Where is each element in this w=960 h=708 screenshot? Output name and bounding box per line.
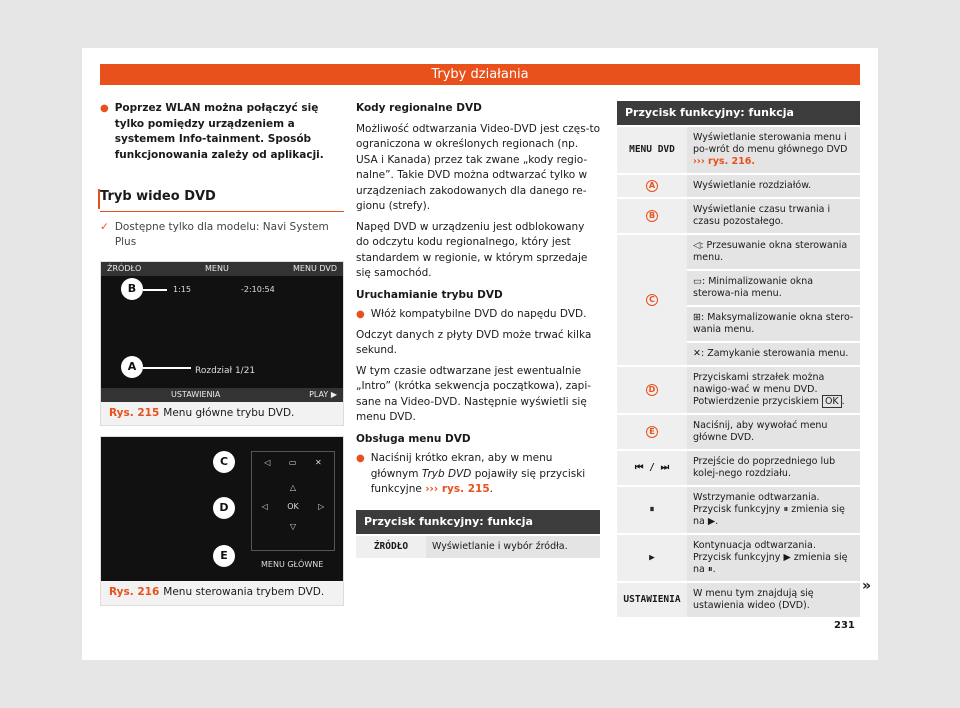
maximize-icon: ⊞ [693, 312, 701, 323]
settings-button[interactable]: USTAWIENIA [171, 389, 221, 399]
table-row: E Naciśnij, aby wywołać menu główne DVD. [617, 414, 860, 450]
callout-a: A [121, 356, 143, 378]
window-controls [252, 452, 334, 474]
list-item: ● Naciśnij krótko ekran, aby w menu głównym Tryb DVD pojawiły się przyciski funkcyjne ››› rys. 215. [356, 451, 600, 498]
source-button[interactable]: ŹRÓDŁO [107, 263, 142, 273]
figure-caption: Rys. 216 Menu sterowania trybem DVD. [109, 586, 325, 598]
page-header: Tryby działania [100, 64, 860, 85]
callout-badge: A [646, 180, 658, 192]
figure-216 [100, 436, 344, 606]
callout-e: E [213, 545, 235, 567]
column-middle [356, 101, 600, 560]
intro-bullet: ● Poprzez WLAN można połączyć się tylko pomiędzy urządzeniem a systemem Info-tainment. Sposób funkcjonowania zależy od aplikacji. [100, 101, 344, 163]
page-number: 231 [834, 620, 855, 631]
bottom-bar [101, 388, 343, 402]
right-icon[interactable]: ▷ [318, 502, 325, 511]
left-icon[interactable]: ◁ [261, 502, 268, 511]
check-icon: ✓ [100, 220, 109, 233]
column-right [617, 101, 860, 619]
paragraph: Odczyt danych z płyty DVD może trwać kilka sekund. [356, 328, 592, 356]
availability-note: ✓ Dostępne tylko dla modelu: Navi System Plus [100, 220, 344, 251]
move-icon[interactable]: ◁ [264, 458, 271, 467]
table-row: C ◁: Przesuwanie okna sterowania menu. [617, 234, 860, 270]
callout-badge: B [646, 210, 658, 222]
table-title: Przycisk funkcyjny: funkcja [617, 101, 860, 126]
heading-dvd-menu: Obsługa menu DVD [356, 432, 471, 445]
bullet-icon: ● [356, 309, 365, 320]
elapsed-time: 1:15 [173, 284, 191, 294]
control-panel [251, 451, 335, 551]
callout-badge: D [646, 384, 658, 396]
table-row: A Wyświetlanie rozdziałów. [617, 174, 860, 198]
continue-mark: » [862, 578, 872, 594]
menu-button[interactable]: MENU [205, 263, 229, 273]
ok-badge: OK [822, 395, 842, 408]
callout-d: D [213, 497, 235, 519]
menu-dvd-button[interactable]: MENU DVD [293, 263, 337, 273]
bullet-icon: ● [356, 453, 365, 464]
paragraph: Napęd DVD w urządzeniu jest odblokowany do odczytu kodu regionalnego, który jest standardem w regionie, w którym sprzedaje się samochód. [356, 220, 588, 279]
list-item: ● Włóż kompatybilne DVD do napędu DVD. [356, 307, 600, 323]
callout-badge: C [646, 294, 658, 306]
table-row: ▭: Minimalizowanie okna sterowa-nia menu. [617, 270, 860, 306]
dvd-control-screen [101, 437, 343, 581]
figure-caption: Rys. 215 Menu główne trybu DVD. [109, 406, 295, 419]
up-icon[interactable]: △ [289, 482, 297, 492]
table-row: ⏮ / ⏭ Przejście do poprzedniego lub kolej-nego rozdziału. [617, 450, 860, 486]
bullet-icon: ● [100, 103, 109, 114]
table-row: ✕: Zamykanie sterowania menu. [617, 342, 860, 366]
callout-line [143, 367, 191, 369]
table-row: MENU DVD Wyświetlanie sterowania menu i po-wrót do menu głównego DVD ››› rys. 216. [617, 126, 860, 174]
ok-button[interactable]: OK [287, 502, 299, 511]
paragraph: Możliwość odtwarzania Video-DVD jest częs-to ograniczona w określonych regionach (np. USA i Kanada) przez tak zwane „kody regio-nalne”. Takie DVD można odtwarzać tylko w urządzeniach zakodowanych dla danego re-gionu (strefy). [356, 122, 601, 212]
table-row: B Wyświetlanie czasu trwania i czasu pozostałego. [617, 198, 860, 234]
heading-start-dvd: Uruchamianie trybu DVD [356, 288, 503, 301]
table-row: ŹRÓDŁO Wyświetlanie i wybór źródła. [356, 535, 600, 559]
callout-b: B [121, 278, 143, 300]
table-row: ⊞: Maksymalizowanie okna stero-wania menu. [617, 306, 860, 342]
table-row: D Przyciskami strzałek można nawigo-wać w menu DVD. Potwierdzenie przyciskiem OK . [617, 366, 860, 414]
minimize-icon[interactable]: ▭ [288, 458, 297, 467]
nav-row [252, 499, 334, 515]
heading-region-codes: Kody regionalne DVD [356, 102, 482, 114]
table-row: ⏸ Wstrzymanie odtwarzania. Przycisk funkcyjny ⏸ zmienia się na ▶. [617, 486, 860, 534]
figure-215 [100, 261, 344, 427]
function-table [617, 101, 860, 619]
top-bar [101, 262, 343, 276]
close-icon: ✕ [693, 348, 701, 359]
remaining-time: -2:10:54 [241, 284, 275, 294]
move-icon: ◁ [693, 240, 701, 251]
column-left [100, 101, 344, 606]
table-row: USTAWIENIA W menu tym znajdują się ustawienia wideo (DVD). [617, 582, 860, 618]
dvd-main-screen [101, 262, 343, 402]
minimize-icon: ▭ [693, 276, 702, 287]
down-icon[interactable]: ▽ [289, 521, 297, 531]
callout-c: C [213, 451, 235, 473]
function-table-small [356, 510, 600, 560]
paragraph: W tym czasie odtwarzane jest ewentualnie „Intro” (krótka sekwencja początkowa), zapi-sane na Video-DVD. Następnie wyświetli się menu DVD. [356, 364, 592, 423]
table-title: Przycisk funkcyjny: funkcja [356, 510, 600, 535]
close-icon[interactable]: ✕ [315, 458, 322, 467]
callout-line [143, 289, 167, 291]
figure-link[interactable]: ››› rys. 215 [425, 483, 490, 495]
main-menu-button[interactable]: MENU GŁÓWNE [261, 560, 324, 569]
table-row: ▶ Kontynuacja odtwarzania. Przycisk funkcyjny ▶ zmienia się na ⏸. [617, 534, 860, 582]
figure-link[interactable]: ››› rys. 216. [693, 156, 755, 167]
section-title: Tryb wideo DVD [100, 189, 344, 212]
chapter-label: Rozdział 1/21 [195, 365, 256, 376]
play-button[interactable]: PLAY ▶ [309, 389, 337, 399]
callout-badge: E [646, 426, 658, 438]
